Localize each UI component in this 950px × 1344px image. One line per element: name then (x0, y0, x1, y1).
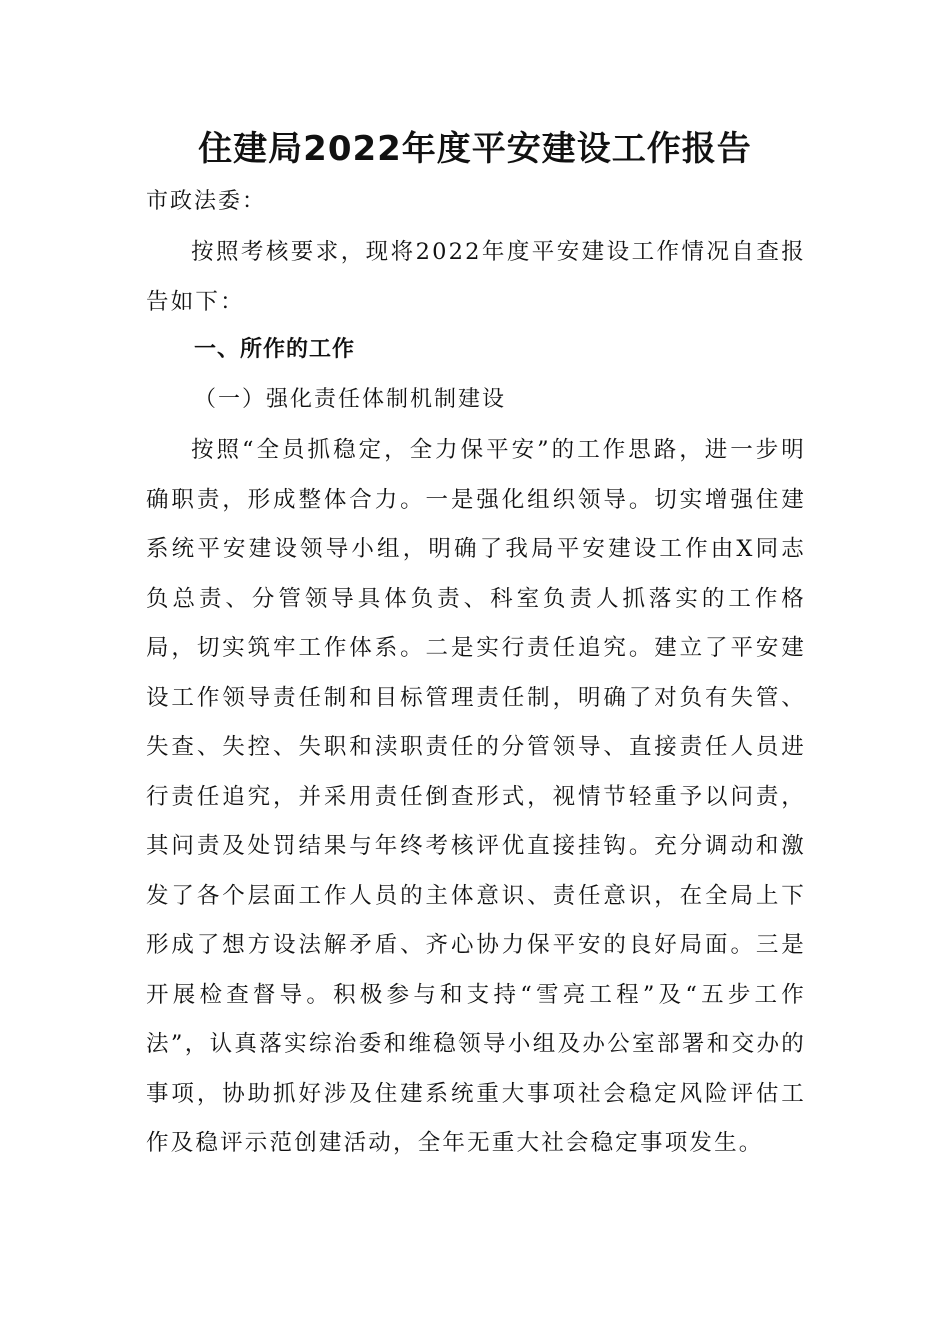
body-paragraph: 按照“全员抓稳定，全力保平安”的工作思路，进一步明确职责，形成整体合力。一是强化组织领导。切实增强住建系统平安建设领导小组，明确了我局平安建设工作由X同志负总责、分管领导具体负责、科室负责人抓落实的工作格局，切实筑牢工作体系。二是实行责任追究。建立了平安建设工作领导责任制和目标管理责任制，明确了对负有失管、失查、失控、失职和渎职责任的分管领导、直接责任人员进行责任追究，并采用责任倒查形式，视情节轻重予以问责，其问责及处罚结果与年终考核评优直接挂钩。充分调动和激发了各个层面工作人员的主体意识、责任意识，在全局上下形成了想方设法解矛盾、齐心协力保平安的良好局面。三是开展检查督导。积极参与和支持“雪亮工程”及“五步工作法”，认真落实综治委和维稳领导小组及办公室部署和交办的事项，协助抓好涉及住建系统重大事项社会稳定风险评估工作及稳评示范创建活动，全年无重大社会稳定事项发生。 (146, 437, 806, 1156)
intro-paragraph: 按照考核要求，现将2022年度平安建设工作情况自查报告如下： (146, 239, 806, 315)
section-heading: 一、所作的工作 (194, 337, 356, 362)
salutation: 市政法委： (146, 189, 267, 214)
document-title: 住建局2022年度平安建设工作报告 (198, 129, 752, 169)
subsection-heading: （一）强化责任体制机制建设 (194, 387, 507, 412)
